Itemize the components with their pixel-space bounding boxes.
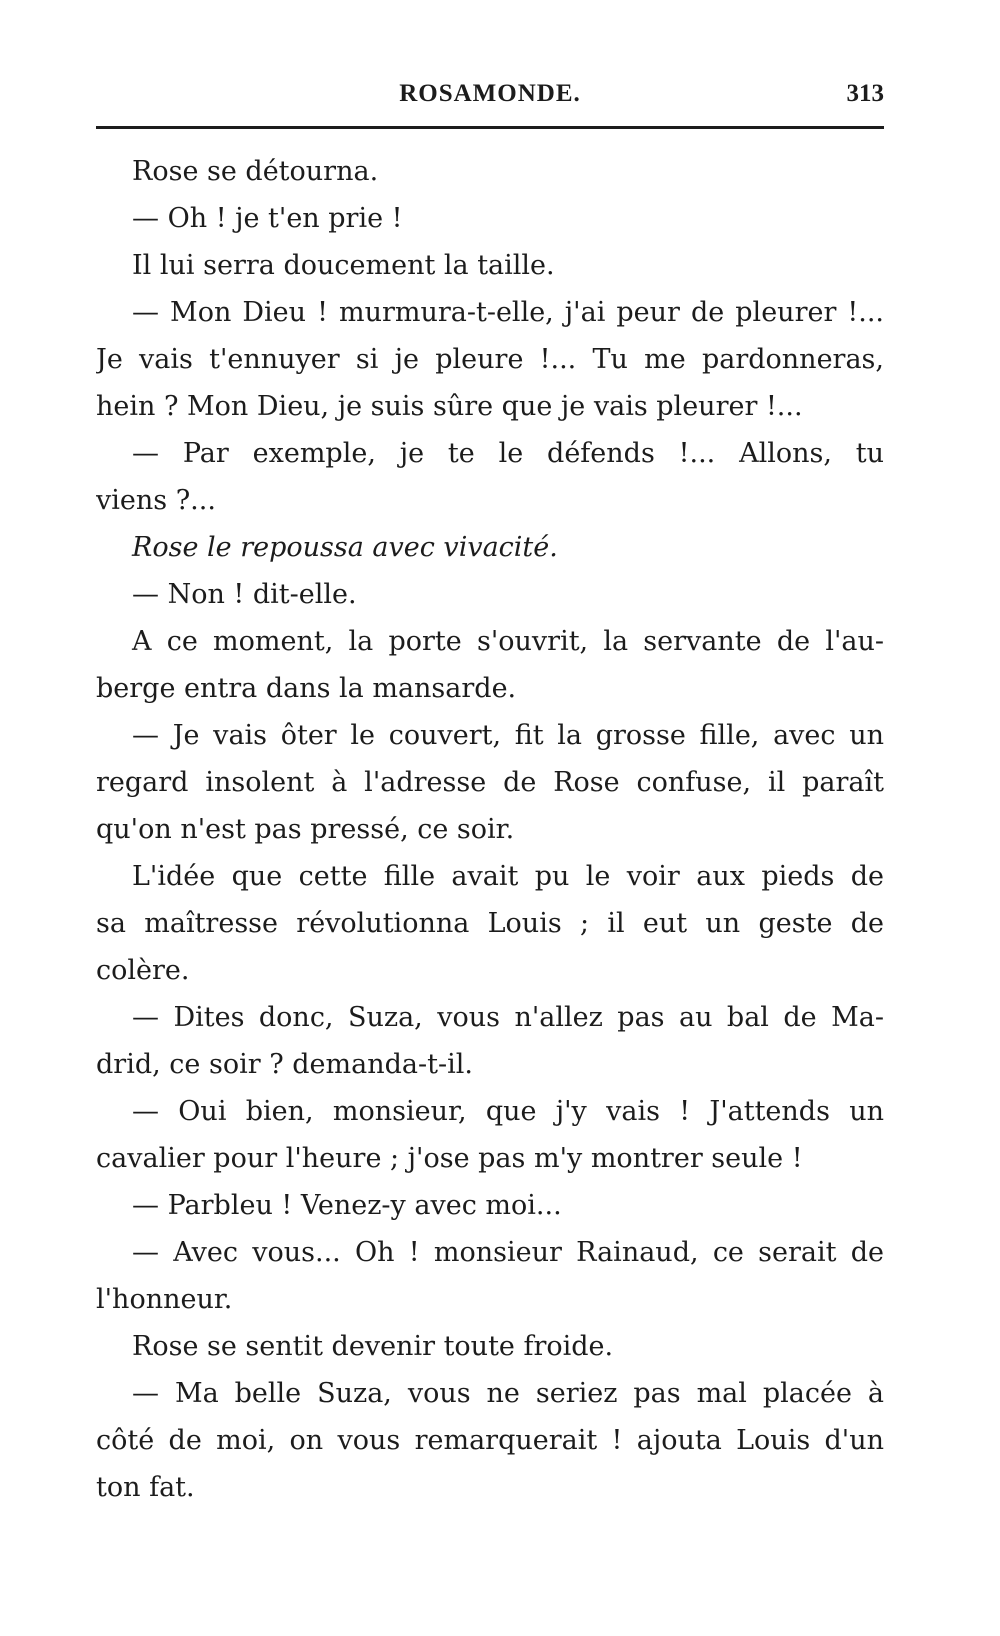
text-line: — Dites donc, Suza, vous n'allez pas au bal de Ma- [132,1002,884,1033]
text-line: Rose le repoussa avec vivacité. [132,532,558,563]
text-line: — Oui bien, monsieur, que j'y vais ! J'attends un [132,1096,884,1127]
text-line: l'honneur. [96,1284,233,1315]
text-line: — Ma belle Suza, vous ne seriez pas mal placée à [132,1378,884,1409]
text-line: cavalier pour l'heure ; j'ose pas m'y montrer seule ! [96,1143,803,1174]
running-title: ROSAMONDE. [399,80,581,107]
text-line: — Par exemple, je te le défends !... Allons, tu [132,438,884,469]
header-rule [96,126,884,129]
text-line: — Je vais ôter le couvert, fit la grosse fille, avec un [132,720,884,751]
page-number: 313 [846,80,884,107]
text-line: Je vais t'ennuyer si je pleure !... Tu me pardonneras, [96,344,884,375]
text-line: côté de moi, on vous remarquerait ! ajouta Louis d'un [96,1425,884,1456]
text-line: colère. [96,955,190,986]
text-line: A ce moment, la porte s'ouvrit, la servante de l'au- [132,626,884,657]
text-line: sa maîtresse révolutionna Louis ; il eut un geste de [96,908,884,939]
text-line: berge entra dans la mansarde. [96,673,517,704]
text-line: — Oh ! je t'en prie ! [132,203,403,234]
running-head [96,80,884,120]
text-line: qu'on n'est pas pressé, ce soir. [96,814,515,845]
text-line: regard insolent à l'adresse de Rose confuse, il paraît [96,767,884,798]
text-line: viens ?... [96,485,216,516]
text-line: Il lui serra doucement la taille. [132,250,555,281]
text-line: — Non ! dit-elle. [132,579,357,610]
text-line: Rose se détourna. [132,156,379,187]
text-line: L'idée que cette fille avait pu le voir aux pieds de [132,861,884,892]
text-line: Rose se sentit devenir toute froide. [132,1331,614,1362]
body-text [96,148,884,1511]
text-line: — Avec vous... Oh ! monsieur Rainaud, ce serait de [132,1237,884,1268]
text-line: drid, ce soir ? demanda-t-il. [96,1049,473,1080]
text-line: ton fat. [96,1472,195,1503]
text-line: — Mon Dieu ! murmura-t-elle, j'ai peur de pleurer !... [132,297,884,328]
text-line: hein ? Mon Dieu, je suis sûre que je vais pleurer !... [96,391,803,422]
text-line: — Parbleu ! Venez-y avec moi... [132,1190,562,1221]
